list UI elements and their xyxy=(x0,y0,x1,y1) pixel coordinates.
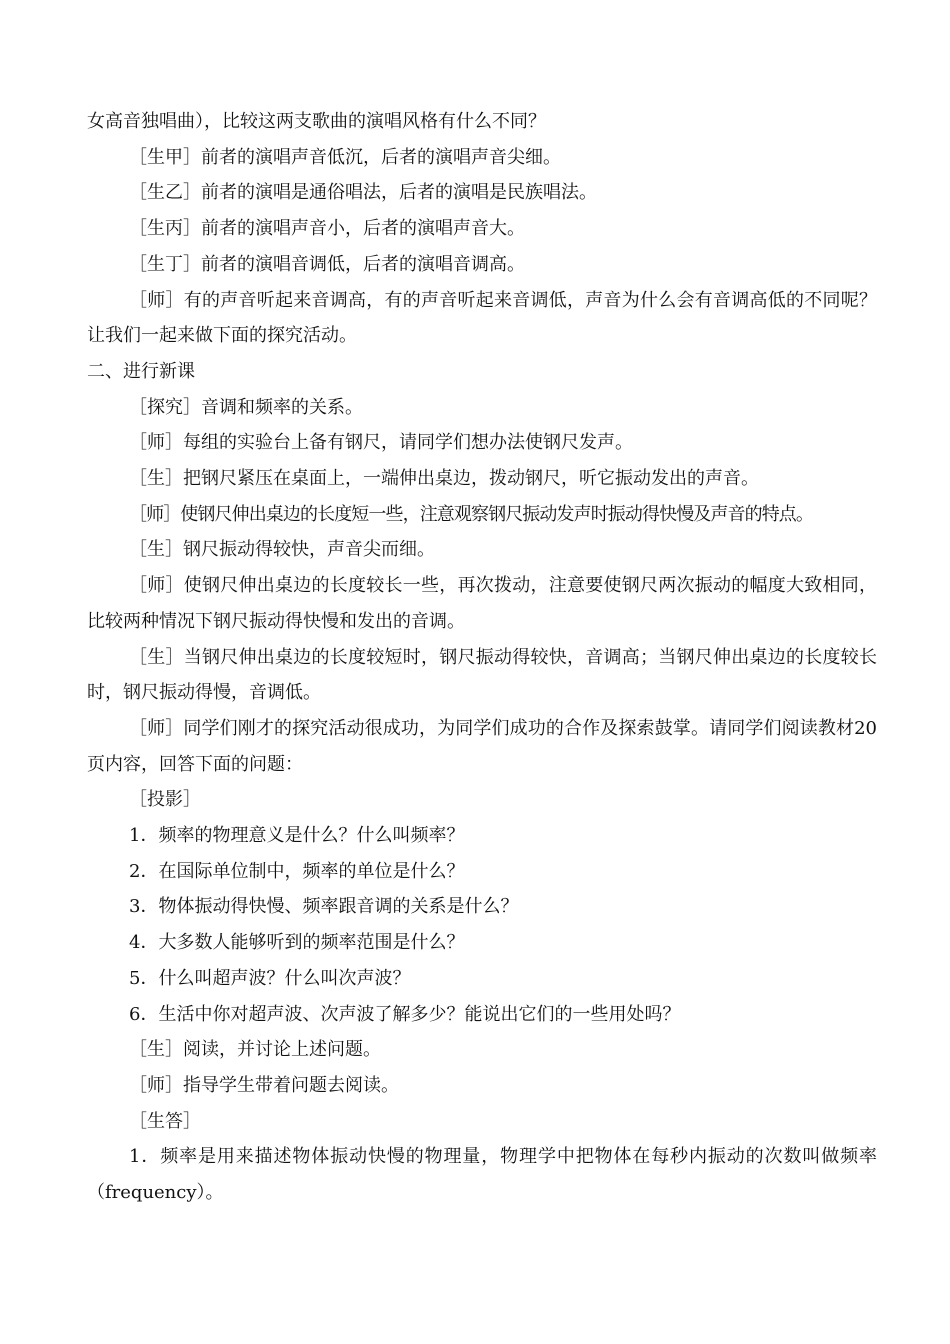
list-item: 4．大多数人能够听到的频率范围是什么？ xyxy=(129,932,465,954)
paragraph: ［生丙］前者的演唱声音小，后者的演唱声音大。 xyxy=(129,218,525,240)
paragraph: ［生甲］前者的演唱声音低沉，后者的演唱声音尖细。 xyxy=(129,146,561,168)
section-heading: 二、进行新课 xyxy=(87,360,195,382)
paragraph: ［师］同学们刚才的探究活动很成功，为同学们成功的合作及探索鼓掌。请同学们阅读教材20页内容，回答下面的问题： xyxy=(87,717,877,775)
paragraph: ［生］把钢尺紧压在桌面上，一端伸出桌边，拨动钢尺，听它振动发出的声音。 xyxy=(129,468,759,490)
list-item: 5．什么叫超声波？什么叫次声波？ xyxy=(129,967,411,989)
paragraph: 1．频率是用来描述物体振动快慢的物理量，物理学中把物体在每秒内振动的次数叫做频率（frequency）。 xyxy=(87,1146,877,1204)
paragraph: ［师］使钢尺伸出桌边的长度短一些，注意观察钢尺振动发声时振动得快慢及声音的特点。 xyxy=(129,503,813,525)
paragraph: ［师］指导学生带着问题去阅读。 xyxy=(129,1074,399,1096)
paragraph: ［生］当钢尺伸出桌边的长度较短时，钢尺振动得较快，音调高；当钢尺伸出桌边的长度较长时，钢尺振动得慢，音调低。 xyxy=(87,646,877,704)
paragraph: ［师］每组的实验台上备有钢尺，请同学们想办法使钢尺发声。 xyxy=(129,432,633,454)
list-item: 6．生活中你对超声波、次声波了解多少？能说出它们的一些用处吗？ xyxy=(129,1003,681,1025)
paragraph: ［生］钢尺振动得较快，声音尖而细。 xyxy=(129,539,435,561)
paragraph: ［生丁］前者的演唱音调低，后者的演唱音调高。 xyxy=(129,253,525,275)
list-item: 1．频率的物理意义是什么？什么叫频率？ xyxy=(129,825,465,847)
paragraph: ［生答］ xyxy=(129,1110,201,1132)
paragraph: ［投影］ xyxy=(129,789,201,811)
paragraph: 女高音独唱曲），比较这两支歌曲的演唱风格有什么不同？ xyxy=(87,111,546,132)
paragraph: ［师］使钢尺伸出桌边的长度较长一些，再次拨动，注意要使钢尺两次振动的幅度大致相同，比较两种情况下钢尺振动得快慢和发出的音调。 xyxy=(87,575,877,632)
paragraph: ［生乙］前者的演唱是通俗唱法，后者的演唱是民族唱法。 xyxy=(129,182,597,204)
list-item: 2．在国际单位制中，频率的单位是什么？ xyxy=(129,860,465,882)
document-body xyxy=(87,104,877,1211)
paragraph: ［生］阅读，并讨论上述问题。 xyxy=(129,1039,381,1061)
list-item: 3．物体振动得快慢、频率跟音调的关系是什么？ xyxy=(129,896,519,918)
paragraph: ［师］有的声音听起来音调高，有的声音听起来音调低，声音为什么会有音调高低的不同呢？让我们一起来做下面的探究活动。 xyxy=(87,289,877,347)
paragraph: ［探究］音调和频率的关系。 xyxy=(129,396,363,418)
